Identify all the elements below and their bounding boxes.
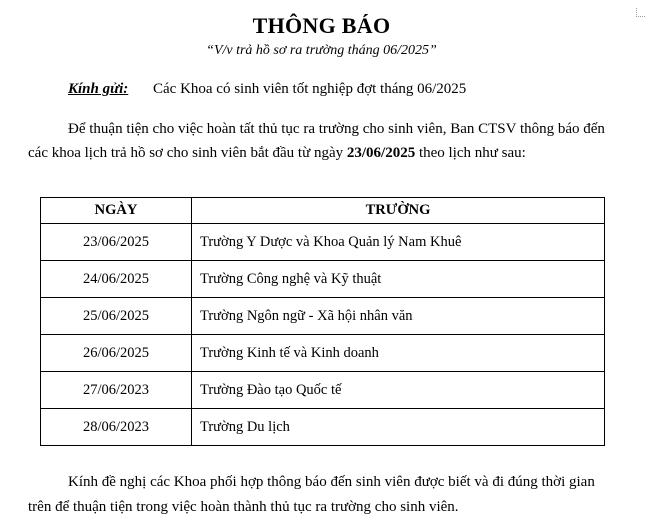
school-cell: Trường Công nghệ và Kỹ thuật: [192, 261, 605, 298]
school-cell: Trường Y Dược và Khoa Quản lý Nam Khuê: [192, 224, 605, 261]
intro-line-2-end: theo lịch như sau:: [415, 145, 526, 161]
date-cell: 23/06/2025: [41, 224, 192, 261]
school-cell: Trường Đào tạo Quốc tế: [192, 372, 605, 409]
table-row: [41, 372, 605, 409]
start-date: 23/06/2025: [346, 145, 416, 161]
table-row: [41, 224, 605, 261]
document-title: THÔNG BÁO: [252, 13, 391, 38]
schedule-table: [40, 197, 605, 446]
date-cell: 24/06/2025: [41, 261, 192, 298]
date-cell: 27/06/2023: [41, 372, 192, 409]
intro-line-2-start: các khoa lịch trả hồ sơ cho sinh viên bắt đầu từ ngày: [28, 145, 347, 161]
school-cell: Trường Du lịch: [192, 409, 605, 446]
table-row: [41, 409, 605, 446]
table-row: [41, 261, 605, 298]
date-cell: 28/06/2023: [41, 409, 192, 446]
header-date: NGÀY: [41, 198, 192, 224]
table-header-row: [41, 198, 605, 224]
school-cell: Trường Kinh tế và Kinh doanh: [192, 335, 605, 372]
school-cell: Trường Ngôn ngữ - Xã hội nhân văn: [192, 298, 605, 335]
document-subtitle: “V/v trả hồ sơ ra trường tháng 06/2025”: [206, 43, 437, 58]
header-school: TRƯỜNG: [192, 198, 605, 224]
recipient-label: Kính gửi:: [68, 81, 129, 97]
table-row: [41, 298, 605, 335]
date-cell: 25/06/2025: [41, 298, 192, 335]
table-row: [41, 335, 605, 372]
date-cell: 26/06/2025: [41, 335, 192, 372]
intro-line-1: Để thuận tiện cho việc hoàn tất thủ tục ra trường cho sinh viên, Ban CTSV thông báo đến: [68, 121, 605, 137]
intro-line-2: [28, 145, 526, 162]
recipient-value: Các Khoa có sinh viên tốt nghiệp đợt tháng 06/2025: [153, 81, 467, 97]
closing-line-2: trên để thuận tiện trong việc hoàn thành thủ tục ra trường cho sinh viên.: [28, 499, 459, 515]
closing-line-1: Kính đề nghị các Khoa phối hợp thông báo đến sinh viên được biết và đi đúng thời gian: [68, 474, 595, 490]
recipient-line: [68, 81, 467, 98]
